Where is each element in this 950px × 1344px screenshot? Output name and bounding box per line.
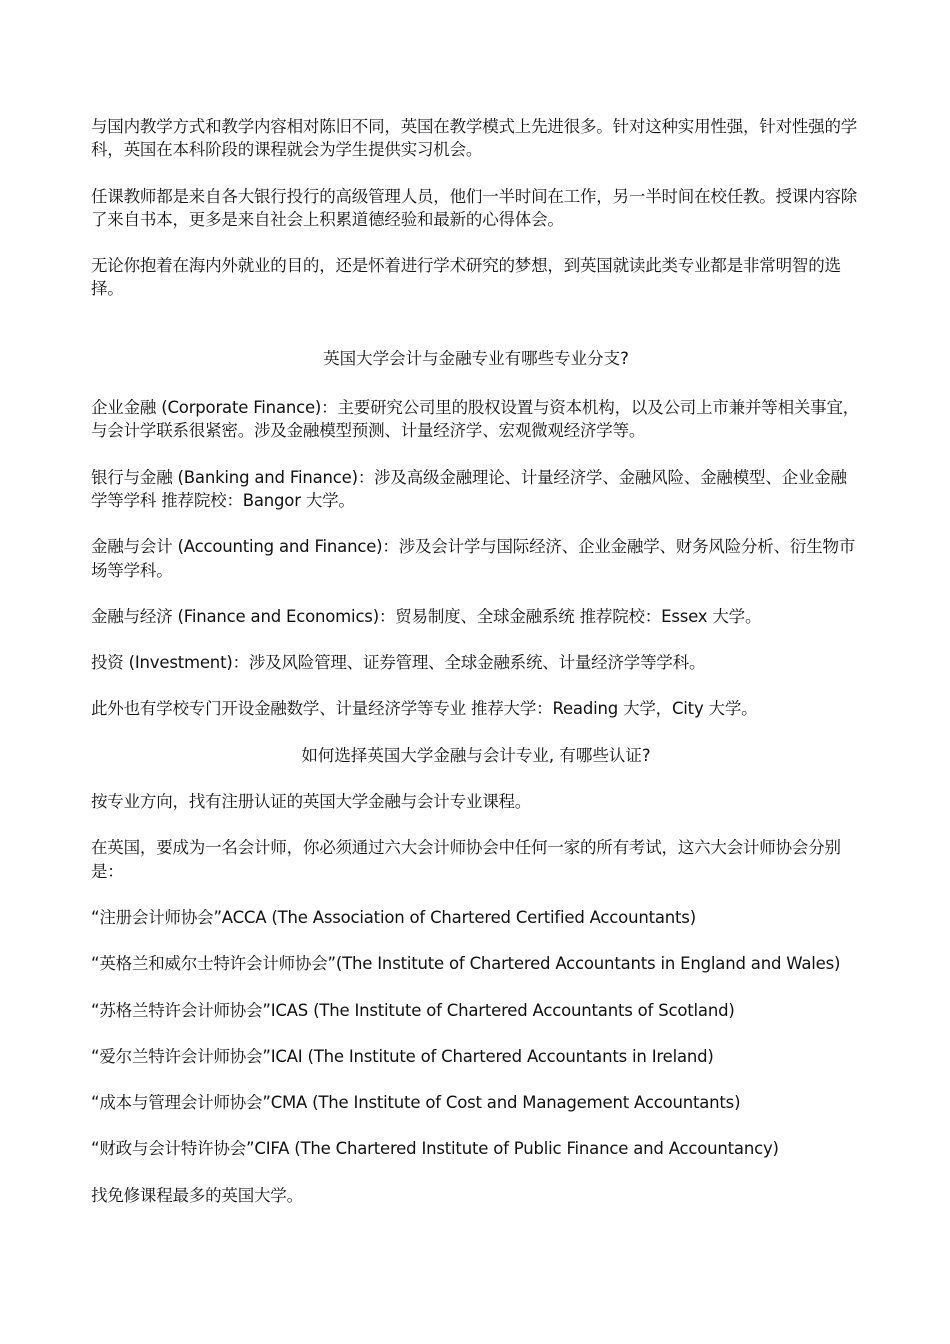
cert-paragraph: 在英国，要成为一名会计师，你必须通过六大会计师协会中任何一家的所有考试，这六大会计师协会分别是：: [91, 838, 841, 881]
branch-paragraph: 金融与会计 (Accounting and Finance)：涉及会计学与国际经济、企业金融学、财务风险分析、衍生物市场等学科。: [91, 537, 856, 580]
section-heading-branches: 英国大学会计与金融专业有哪些专业分支?: [323, 348, 629, 368]
document-page: [91, 115, 861, 1230]
cert-paragraph: “财政与会计特许协会”CIFA (The Chartered Institute of Public Finance and Accountancy): [91, 1139, 779, 1159]
intro-paragraph: 任课教师都是来自各大银行投行的高级管理人员，他们一半时间在工作，另一半时间在校任教。授课内容除了来自书本，更多是来自社会上积累道德经验和最新的心得体会。: [91, 186, 858, 229]
intro-paragraph: 与国内教学方式和教学内容相对陈旧不同，英国在教学模式上先进很多。针对这种实用性强，针对性强的学科，英国在本科阶段的课程就会为学生提供实习机会。: [91, 117, 858, 160]
intro-paragraph: 无论你抱着在海内外就业的目的，还是怀着进行学术研究的梦想，到英国就读此类专业都是非常明智的选择。: [91, 256, 841, 299]
branch-paragraph: 此外也有学校专门开设金融数学、计量经济学等专业 推荐大学：Reading 大学，City 大学。: [91, 699, 758, 719]
branch-paragraph: 企业金融 (Corporate Finance)：主要研究公司里的股权设置与资本机构，以及公司上市兼并等相关事宜，与会计学联系很紧密。涉及金融模型预测、计量经济学、宏观微观经济学等。: [91, 398, 860, 441]
cert-paragraph: “爱尔兰特许会计师协会”ICAI (The Institute of Chartered Accountants in Ireland): [91, 1046, 714, 1066]
cert-paragraph: 按专业方向，找有注册认证的英国大学金融与会计专业课程。: [91, 792, 532, 812]
branch-paragraph: 银行与金融 (Banking and Finance)：涉及高级金融理论、计量经济学、金融风险、金融模型、企业金融学等学科 推荐院校：Bangor 大学。: [91, 467, 847, 510]
cert-paragraph: 找免修课程最多的英国大学。: [91, 1185, 303, 1205]
cert-paragraph: “英格兰和威尔士特许会计师协会”(The Institute of Chartered Accountants in England and Wales): [91, 954, 841, 974]
section-heading-certification: 如何选择英国大学金融与会计专业, 有哪些认证?: [301, 745, 651, 765]
branch-paragraph: 金融与经济 (Finance and Economics)：贸易制度、全球金融系统 推荐院校：Essex 大学。: [91, 606, 762, 626]
cert-paragraph: “苏格兰特许会计师协会”ICAS (The Institute of Chartered Accountants of Scotland): [91, 1000, 735, 1020]
cert-paragraph: “注册会计师协会”ACCA (The Association of Chartered Certified Accountants): [91, 907, 696, 927]
cert-paragraph: “成本与管理会计师协会”CMA (The Institute of Cost and Management Accountants): [91, 1093, 741, 1113]
branch-paragraph: 投资 (Investment)：涉及风险管理、证券管理、全球金融系统、计量经济学等学科。: [91, 653, 706, 673]
